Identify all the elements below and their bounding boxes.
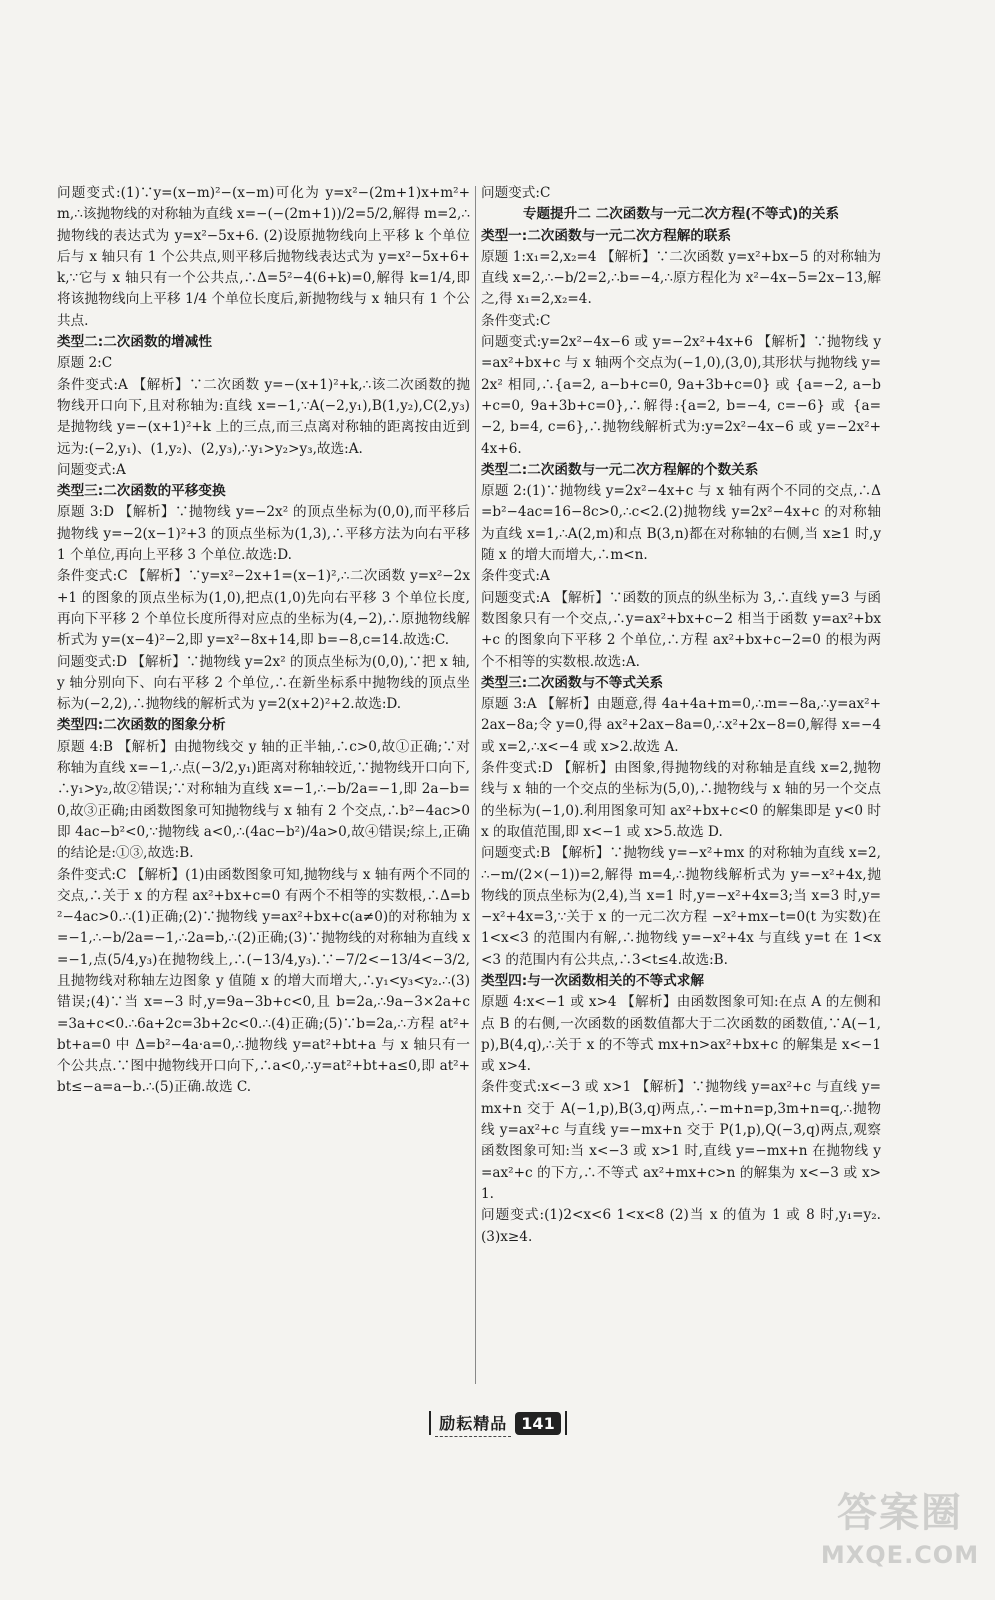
page-number: 141 — [515, 1412, 560, 1435]
paragraph: 条件变式:A — [481, 568, 550, 585]
footer-bar-right — [565, 1411, 567, 1435]
footer-brand: 励耘精品 — [435, 1409, 511, 1437]
paragraph: 问题变式:A — [57, 461, 126, 478]
watermark-line1: 答案圈 — [837, 1490, 963, 1536]
paragraph: 条件变式:x<−3 或 x>1 【解析】∵抛物线 y=ax²+c 与直线 y=mx+n 交于 A(−1,p),B(3,q)两点,∴−m+n=p,3m+n=q,∴抛物线 y=ax²+c 与直线 y=−mx+n 交于 P(1,p),Q(−3,q)两点,观察函数图象可知:当 x<−3 或 x>1 时,直线 y=−mx+n 在抛物线 y=ax²+c 的下方,∴不等式 ax²+mx+c>n 的解集为 x<−3 或 x>1. — [481, 1079, 881, 1202]
paragraph: 条件变式:C — [481, 312, 551, 329]
section-heading: 类型四:与一次函数相关的不等式求解 — [481, 972, 704, 989]
paragraph: 条件变式:A 【解析】∵二次函数 y=−(x+1)²+k,∴该二次函数的抛物线开口向下,且对称轴为:直线 x=−1,∵A(−2,y₁),B(1,y₂),C(2,y₃)是抛物线 y=−(x+1)²+k 上的三点,而三点离对称轴的距离按由近到远为:(−2,y₁)、(1,y₂)、(2,y₃),∴y₁>y₂>y₃,故选:A. — [57, 376, 470, 457]
section-heading: 类型三:二次函数与不等式关系 — [481, 674, 664, 691]
paragraph: 原题 2:(1)∵抛物线 y=2x²−4x+c 与 x 轴有两个不同的交点,∴Δ=b²−4ac=16−8c>0,∴c<2.(2)抛物线 y=2x²−4x+c 的对称轴为直线 x=1,∴A(2,m)和点 B(3,n)都在对称轴的右侧,当 x≥1 时,y 随 x 的增大而增大,∴m<n. — [481, 483, 881, 564]
paragraph: 问题变式:C — [481, 185, 551, 201]
watermark-line2: MXQE.COM — [820, 1541, 980, 1569]
column-divider — [475, 186, 476, 1384]
paragraph: 条件变式:C 【解析】∵y=x²−2x+1=(x−1)²,∴二次函数 y=x²−2x+1 的图象的顶点坐标为(1,0),把点(1,0)先向右平移 3 个单位长度,再向下平移 2 个单位长度所得对应点的坐标为(4,−2),∴原抛物线解析式为 y=(x−4)²−2,即 y=x²−8x+14,即 b=−8,c=14.故选:C. — [57, 568, 470, 649]
watermark-logo — [815, 1488, 985, 1592]
footer-bar-left — [429, 1411, 431, 1435]
paragraph: 原题 4:x<−1 或 x>4 【解析】由函数图象可知:在点 A 的左侧和点 B 的右侧,一次函数的函数值都大于二次函数的函数值,∵A(−1,p),B(4,q),∴关于 x 的不等式 mx+n>ax²+bx+c 的解集是 x<−1 或 x>4. — [481, 994, 881, 1075]
section-heading: 类型二:二次函数与一元二次方程解的个数关系 — [481, 461, 759, 478]
section-heading: 类型三:二次函数的平移变换 — [57, 483, 226, 500]
right-column — [481, 183, 881, 1248]
paragraph: 原题 1:x₁=2,x₂=4 【解析】∵二次函数 y=x²+bx−5 的对称轴为直线 x=2,∴−b/2=2,∴b=−4,∴原方程化为 x²−4x−5=2x−13,解之,得 x₁=2,x₂=4. — [481, 248, 881, 308]
paragraph: 原题 4:B 【解析】由抛物线交 y 轴的正半轴,∴c>0,故①正确;∵对称轴为直线 x=−1,∴点(−3/2,y₁)距离对称轴较近,∵抛物线开口向下,∴y₁>y₂,故②错误;∵对称轴为直线 x=−1,∴−b/2a=−1,即 2a−b=0,故③正确;由函数图象可知抛物线与 x 轴有 2 个交点,∴b²−4ac>0 即 4ac−b²<0,∵抛物线 a<0,∴(4ac−b²)/4a>0,故④错误;综上,正确的结论是:①③,故选:B. — [57, 738, 470, 862]
section-heading: 类型一:二次函数与一元二次方程解的联系 — [481, 227, 732, 244]
section-heading: 类型四:二次函数的图象分析 — [57, 717, 226, 734]
paragraph: 问题变式:A 【解析】∵函数的顶点的纵坐标为 3,∴直线 y=3 与函数图象只有一个交点,∴y=ax²+bx+c−2 相当于函数 y=ax²+bx+c 的图象向下平移 2 个单位,∴方程 ax²+bx+c−2=0 的根为两个不相等的实数根.故选:A. — [481, 589, 881, 670]
paragraph: 问题变式:(1)∵y=(x−m)²−(x−m)可化为 y=x²−(2m+1)x+m²+m,∴该抛物线的对称轴为直线 x=−(−(2m+1))/2=5/2,解得 m=2,∴抛物线的表达式为 y=x²−5x+6. (2)设原抛物线向上平移 k 个单位后与 x 轴只有 1 个公共点,则平移后抛物线表达式为 y=x²−5x+6+k,∵它与 x 轴只有一个公共点,∴Δ=5²−4(6+k)=0,解得 k=1/4,即将该抛物线向上平移 1/4 个单位长度后,新抛物线与 x 轴只有 1 个公共点. — [57, 185, 470, 329]
paragraph: 问题变式:D 【解析】∵抛物线 y=2x² 的顶点坐标为(0,0),∵把 x 轴,y 轴分别向下、向右平移 2 个单位,∴在新坐标系中抛物线的顶点坐标为(−2,2),∴抛物线的解析式为 y=2(x+2)²+2.故选:D. — [57, 653, 470, 713]
paragraph: 条件变式:D 【解析】由图象,得抛物线的对称轴是直线 x=2,抛物线与 x 轴的一个交点的坐标为(5,0),∴抛物线与 x 轴的另一个交点的坐标为(−1,0).利用图象可知 ax²+bx+c<0 的解集即是 y<0 时 x 的取值范围,即 x<−1 或 x>5.故选 D. — [481, 760, 881, 840]
section-heading: 类型二:二次函数的增减性 — [57, 334, 212, 351]
paragraph: 条件变式:C 【解析】(1)由函数图象可知,抛物线与 x 轴有两个不同的交点,∴关于 x 的方程 ax²+bx+c=0 有两个不相等的实数根,∴Δ=b²−4ac>0.∴(1)正确;(2)∵抛物线 y=ax²+bx+c(a≠0)的对称轴为 x=−1,∴−b/2a=−1,∴2a=b,∴(2)正确;(3)∵抛物线的对称轴为直线 x=−1,点(5/4,y₃)在抛物线上,∴(−13/4,y₃).∵−7/2<−13/4<−3/2,且抛物线对称轴左边图象 y 值随 x 的增大而增大,∴y₁<y₃<y₂.∴(3)错误;(4)∵当 x=−3 时,y=9a−3b+c<0,且 b=2a,∴9a−3×2a+c=3a+c<0.∴6a+2c=3b+2c<0.∴(4)正确;(5)∵b=2a,∴方程 at²+bt+a=0 中 Δ=b²−4a·a=0,∴抛物线 y=at²+bt+a 与 x 轴只有一个公共点.∵图中抛物线开口向下,∴a<0,∴y=at²+bt+a≤0,即 at²+bt≤−a=a−b.∴(5)正确.故选 C. — [57, 866, 470, 1096]
paragraph: 问题变式:B 【解析】∵抛物线 y=−x²+mx 的对称轴为直线 x=2,∴−m/(2×(−1))=2,解得 m=4,∴抛物线解析式为 y=−x²+4x,抛物线的顶点坐标为(2,4),当 x=1 时,y=−x²+4x=3;当 x=3 时,y=−x²+4x=3,∵关于 x 的一元二次方程 −x²+mx−t=0(t 为实数)在 1<x<3 的范围内有解,∴抛物线 y=−x²+4x 与直线 y=t 在 1<x<3 的范围内有公共点,∴3<t≤4.故选:B. — [481, 845, 881, 968]
left-column — [57, 183, 470, 1099]
paragraph: 原题 3:D 【解析】∵抛物线 y=−2x² 的顶点坐标为(0,0),而平移后抛物线 y=−2(x−1)²+3 的顶点坐标为(1,3),∴平移方法为向右平移 1 个单位,再向上平移 3 个单位.故选:D. — [57, 504, 470, 564]
paragraph: 原题 3:A 【解析】由题意,得 4a+4a+m=0,∴m=−8a,∴y=ax²+2ax−8a;令 y=0,得 ax²+2ax−8a=0,∴x²+2x−8=0,解得 x=−4 或 x=2,∴x<−4 或 x>2.故选 A. — [481, 696, 881, 755]
paragraph: 原题 2:C — [57, 355, 113, 372]
paragraph: 问题变式:(1)2<x<6 1<x<8 (2)当 x 的值为 1 或 8 时,y₁=y₂. (3)x≥4. — [481, 1207, 881, 1245]
section-heading: 专题提升二 二次函数与一元二次方程(不等式)的关系 — [522, 206, 840, 223]
paragraph: 问题变式:y=2x²−4x−6 或 y=−2x²+4x+6 【解析】∵抛物线 y=ax²+bx+c 与 x 轴两个交点为(−1,0),(3,0),其形状与抛物线 y=2x² 相同,∴{a=2, a−b+c=0, 9a+3b+c=0} 或 {a=−2, a−b+c=0, 9a+3b+c=0},∴解得:{a=2, b=−4, c=−6} 或 {a=−2, b=4, c=6},∴抛物线解析式为:y=2x²−4x−6 或 y=−2x²+4x+6. — [481, 334, 881, 457]
page-footer — [398, 1406, 598, 1440]
